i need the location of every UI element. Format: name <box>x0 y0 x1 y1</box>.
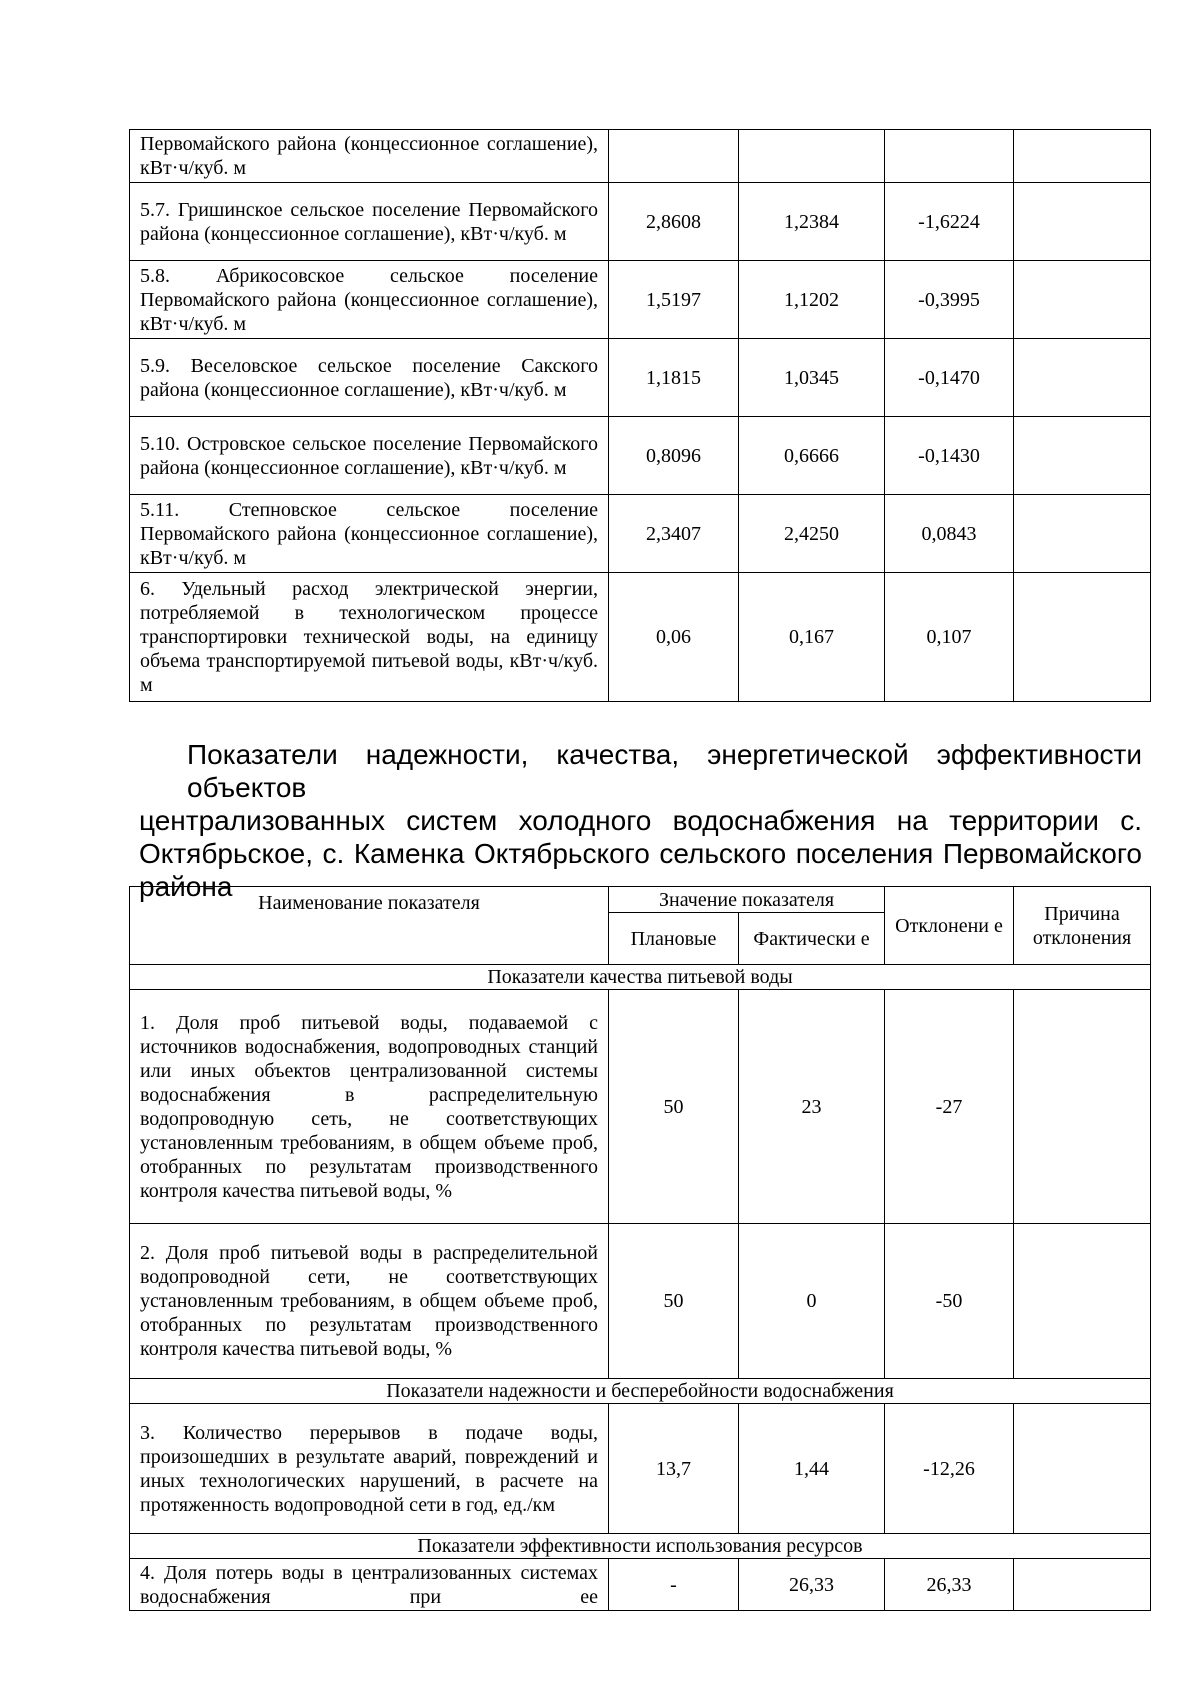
header-indicator-name: Наименование показателя <box>130 887 609 965</box>
table-row <box>130 1559 1151 1611</box>
plan-value <box>609 130 739 183</box>
header-fact: Фактически е <box>739 913 885 965</box>
indicator-name: 2. Доля проб питьевой воды в распределительной водопроводной сети, не соответствующих установленным требованиям, в общем объеме проб, отобранных по результатам производственного контроля качества питьевой воды, % <box>130 1224 609 1379</box>
table-row <box>130 130 1151 183</box>
plan-value: 2,3407 <box>609 495 739 573</box>
table-header-row <box>130 887 1151 913</box>
section-reliability-title: Показатели надежности и бесперебойности водоснабжения <box>130 1379 1151 1404</box>
fact-value: 0,167 <box>739 573 885 702</box>
table-row <box>130 495 1151 573</box>
fact-value: 23 <box>739 990 885 1224</box>
header-deviation: Отклонени е <box>885 887 1014 965</box>
indicator-name: 3. Количество перерывов в подаче воды, произошедших в результате аварий, повреждений и иных технологических нарушений, в расчете на протяженность водопроводной сети в год, ед./км <box>130 1404 609 1534</box>
deviation-value <box>885 130 1014 183</box>
deviation-value: 26,33 <box>885 1559 1014 1611</box>
deviation-reason <box>1014 339 1151 417</box>
deviation-reason <box>1014 1559 1151 1611</box>
section-efficiency-title: Показатели эффективности использования ресурсов <box>130 1534 1151 1559</box>
plan-value: 2,8608 <box>609 183 739 261</box>
plan-value: 0,8096 <box>609 417 739 495</box>
plan-value: - <box>609 1559 739 1611</box>
section-row <box>130 965 1151 990</box>
deviation-value: -0,1470 <box>885 339 1014 417</box>
water-supply-indicators-table <box>129 886 1151 1611</box>
indicator-name: 5.9. Веселовское сельское поселение Сакского района (концессионное соглашение), кВт·ч/куб. м <box>130 339 609 417</box>
fact-value: 0 <box>739 1224 885 1379</box>
deviation-value: -50 <box>885 1224 1014 1379</box>
fact-value: 1,1202 <box>739 261 885 339</box>
deviation-value: -0,1430 <box>885 417 1014 495</box>
indicator-name: 5.10. Островское сельское поселение Первомайского района (концессионное соглашение), кВт·ч/куб. м <box>130 417 609 495</box>
heading-line: района <box>139 871 233 902</box>
deviation-reason <box>1014 130 1151 183</box>
table-row <box>130 1404 1151 1534</box>
fact-value: 26,33 <box>739 1559 885 1611</box>
deviation-value: -1,6224 <box>885 183 1014 261</box>
deviation-value: 0,0843 <box>885 495 1014 573</box>
deviation-reason <box>1014 990 1151 1224</box>
deviation-value: -0,3995 <box>885 261 1014 339</box>
section-heading <box>139 738 1142 903</box>
deviation-reason <box>1014 1404 1151 1534</box>
table-row <box>130 990 1151 1224</box>
deviation-reason <box>1014 183 1151 261</box>
plan-value: 0,06 <box>609 573 739 702</box>
heading-line: Показатели надежности, качества, энергетической эффективности объектов <box>187 739 1142 803</box>
indicator-name: 5.7. Гришинское сельское поселение Первомайского района (концессионное соглашение), кВт·ч/куб. м <box>130 183 609 261</box>
plan-value: 50 <box>609 990 739 1224</box>
fact-value: 1,44 <box>739 1404 885 1534</box>
table-row <box>130 1224 1151 1379</box>
fact-value: 2,4250 <box>739 495 885 573</box>
deviation-value: 0,107 <box>885 573 1014 702</box>
deviation-reason <box>1014 573 1151 702</box>
deviation-reason <box>1014 495 1151 573</box>
plan-value: 50 <box>609 1224 739 1379</box>
deviation-value: -12,26 <box>885 1404 1014 1534</box>
table-row <box>130 183 1151 261</box>
section-row <box>130 1379 1151 1404</box>
table-row <box>130 261 1151 339</box>
fact-value: 0,6666 <box>739 417 885 495</box>
table-row <box>130 417 1151 495</box>
heading-line: Октябрьское, с. Каменка Октябрьского сельского поселения Первомайского <box>139 838 1142 869</box>
plan-value: 13,7 <box>609 1404 739 1534</box>
indicator-name: 4. Доля потерь воды в централизованных системах водоснабжения при ее <box>130 1559 609 1611</box>
section-quality-title: Показатели качества питьевой воды <box>130 965 1151 990</box>
indicator-name: 6. Удельный расход электрической энергии, потребляемой в технологическом процессе транспортировки технической воды, на единицу объема транспортируемой питьевой воды, кВт·ч/куб. м <box>130 573 609 702</box>
deviation-reason <box>1014 1224 1151 1379</box>
fact-value: 1,2384 <box>739 183 885 261</box>
plan-value: 1,1815 <box>609 339 739 417</box>
indicator-name: 5.8. Абрикосовское сельское поселение Первомайского района (концессионное соглашение), кВт·ч/куб. м <box>130 261 609 339</box>
header-reason: Причина отклонения <box>1014 887 1151 965</box>
deviation-reason <box>1014 261 1151 339</box>
indicator-name: 1. Доля проб питьевой воды, подаваемой с источников водоснабжения, водопроводных станций или иных объектов централизованной системы водоснабжения в распределительную водопроводную сеть, не соответствующих установленным требованиям, в общем объеме проб, отобранных по результатам производственного контроля качества питьевой воды, % <box>130 990 609 1224</box>
deviation-reason <box>1014 417 1151 495</box>
indicator-name: Первомайского района (концессионное соглашение), кВт·ч/куб. м <box>130 130 609 183</box>
fact-value: 1,0345 <box>739 339 885 417</box>
header-plan: Плановые <box>609 913 739 965</box>
deviation-value: -27 <box>885 990 1014 1224</box>
table-row <box>130 339 1151 417</box>
heading-line: централизованных систем холодного водоснабжения на территории с. <box>139 805 1142 836</box>
indicator-name: 5.11. Степновское сельское поселение Первомайского района (концессионное соглашение), кВт·ч/куб. м <box>130 495 609 573</box>
energy-indicators-table-continued <box>129 129 1151 702</box>
header-value-group: Значение показателя <box>609 887 885 913</box>
plan-value: 1,5197 <box>609 261 739 339</box>
fact-value <box>739 130 885 183</box>
section-row <box>130 1534 1151 1559</box>
table-row <box>130 573 1151 702</box>
